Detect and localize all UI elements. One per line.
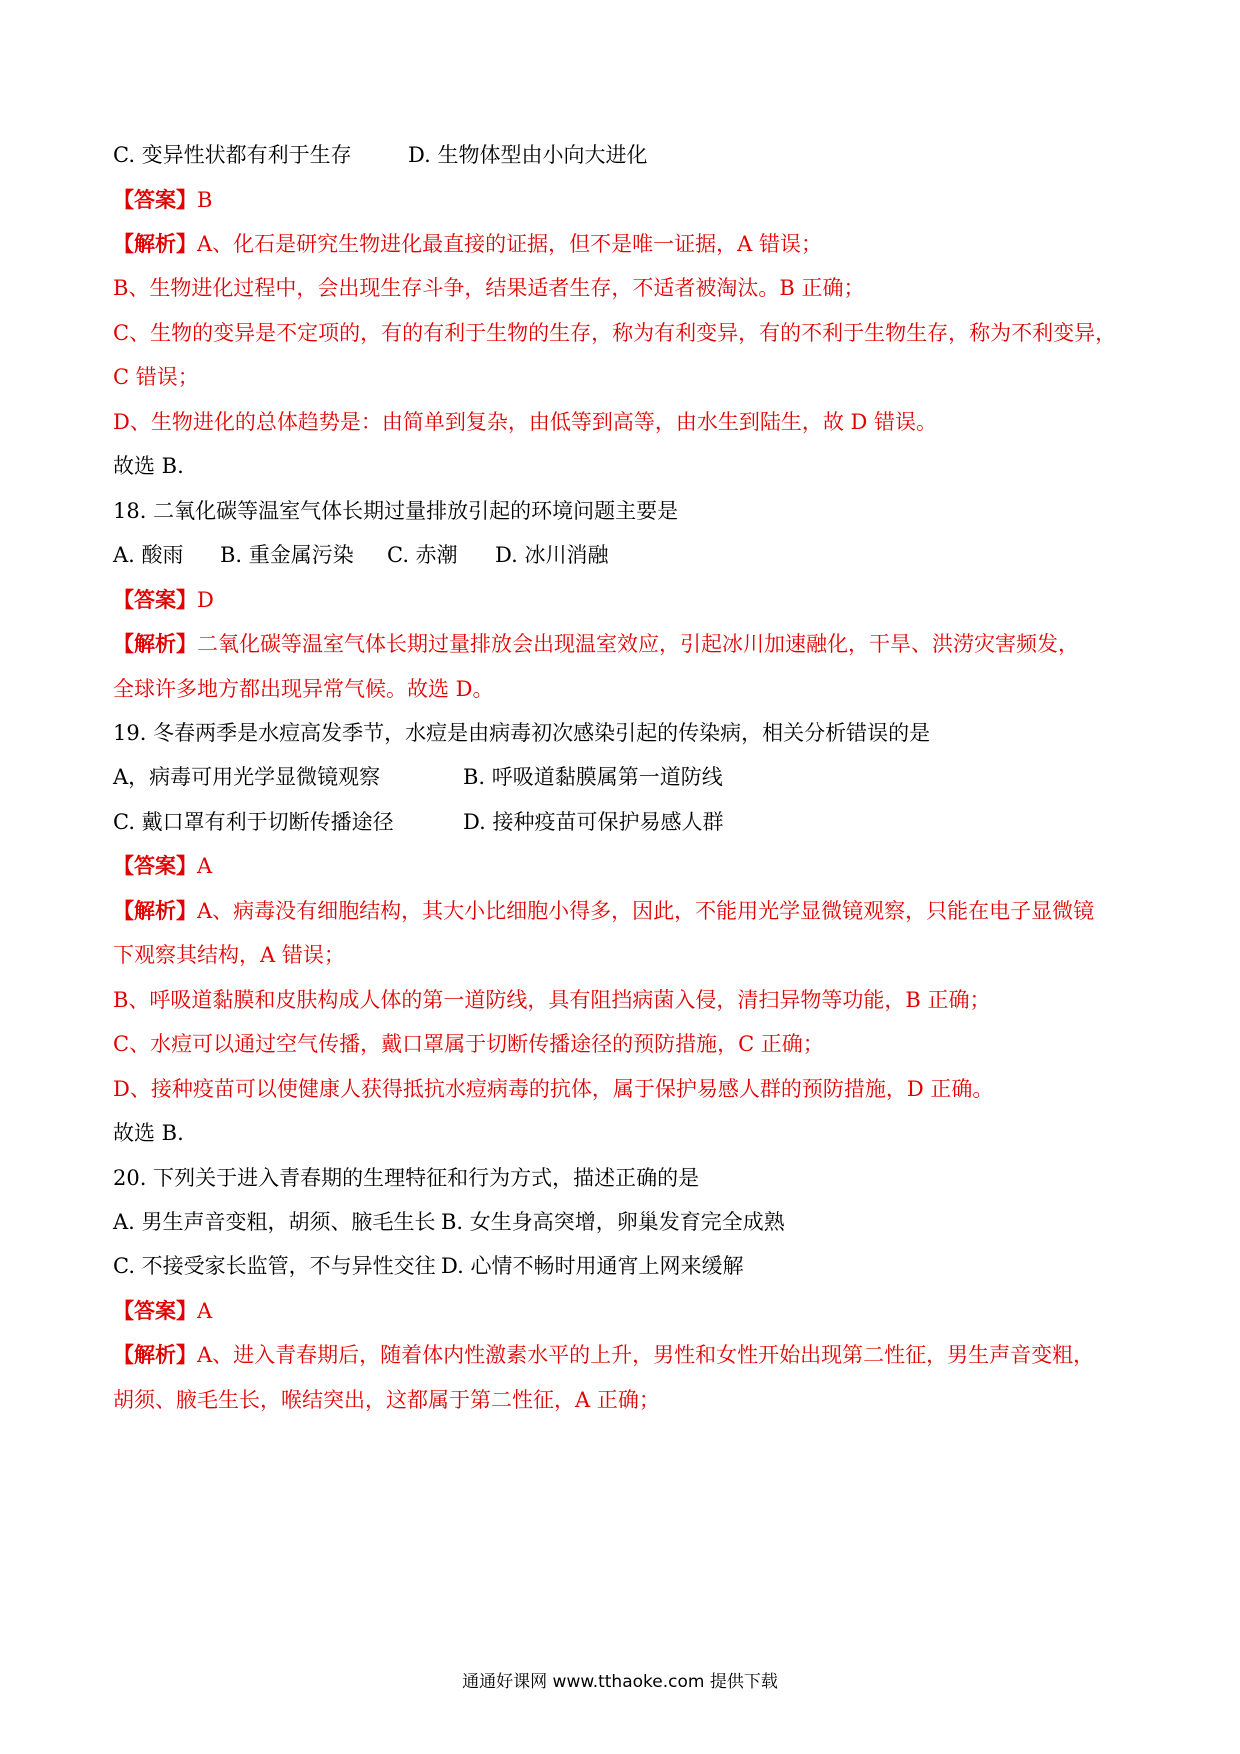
explanation-text: 二氧化碳等温室气体长期过量排放会出现温室效应，引起冰川加速融化，干旱、洪涝灾害频发， xyxy=(197,632,1079,656)
q20-explanation-line-2: 胡须、腋毛生长，喉结突出，这都属于第二性征，A 正确； xyxy=(113,1388,660,1412)
q19-explanation-line-2: 下观察其结构，A 错误； xyxy=(113,943,345,967)
q17-explanation-line-1 xyxy=(113,229,1143,259)
explanation-tag: 【解析】 xyxy=(113,231,197,256)
q18-options xyxy=(113,540,1143,570)
explanation-text: A、进入青春期后，随着体内性激素水平的上升，男性和女性开始出现第二性征，男生声音变粗， xyxy=(197,1343,1095,1367)
explanation-tag: 【解析】 xyxy=(113,898,197,923)
q20-option-b: B. 女生身高突增，卵巢发育完全成熟 xyxy=(441,1210,785,1234)
q18-explanation-line-2: 全球许多地方都出现异常气候。故选 D。 xyxy=(113,677,494,701)
q20-option-c: C. 不接受家长监管，不与异性交往 xyxy=(113,1254,436,1278)
q17-options-cd xyxy=(113,140,1143,170)
answer-value: B xyxy=(197,188,213,212)
answer-value: A xyxy=(197,854,213,878)
q17-option-c: C. 变异性状都有利于生存 xyxy=(113,143,352,167)
q18-stem: 18. 二氧化碳等温室气体长期过量排放引起的环境问题主要是 xyxy=(113,499,679,523)
q17-explanation-line-4: C 错误； xyxy=(113,365,199,389)
q17-option-d: D. 生物体型由小向大进化 xyxy=(408,143,648,167)
explanation-tag: 【解析】 xyxy=(113,631,197,656)
q18-option-b: B. 重金属污染 xyxy=(220,543,354,567)
answer-tag: 【答案】 xyxy=(113,853,197,878)
q19-explanation-line-5: D、接种疫苗可以使健康人获得抵抗水痘病毒的抗体，属于保护易感人群的预防措施，D 正确。 xyxy=(113,1077,994,1101)
q20-stem: 20. 下列关于进入青春期的生理特征和行为方式，描述正确的是 xyxy=(113,1166,700,1190)
q19-options-cd xyxy=(113,807,1143,837)
q19-option-a: A，病毒可用光学显微镜观察 xyxy=(113,765,381,789)
answer-tag: 【答案】 xyxy=(113,587,197,612)
answer-value: D xyxy=(197,588,214,612)
q17-explanation-line-3: C、生物的变异是不定项的，有的有利于生物的生存，称为有利变异，有的不利于生物生存，称为不利变异， xyxy=(113,321,1117,345)
q17-explanation-line-5: D、生物进化的总体趋势是：由简单到复杂，由低等到高等，由水生到陆生，故 D 错误。 xyxy=(113,410,938,434)
q18-option-a: A. 酸雨 xyxy=(113,543,184,567)
q20-option-a: A. 男生声音变粗，胡须、腋毛生长 xyxy=(113,1210,436,1234)
q20-option-d: D. 心情不畅时用通宵上网来缓解 xyxy=(441,1254,744,1278)
q18-answer xyxy=(113,585,1143,615)
q17-explanation-line-2: B、生物进化过程中，会出现生存斗争，结果适者生存，不适者被淘汰。B 正确； xyxy=(113,276,865,300)
page-footer: 通通好课网 www.tthaoke.com 提供下载 xyxy=(462,1672,778,1692)
answer-tag: 【答案】 xyxy=(113,1298,197,1323)
q19-option-b: B. 呼吸道黏膜属第一道防线 xyxy=(463,765,723,789)
q19-explanation-line-3: B、呼吸道黏膜和皮肤构成人体的第一道防线，具有阻挡病菌入侵，清扫异物等功能，B 正确； xyxy=(113,988,991,1012)
q19-selection: 故选 B. xyxy=(113,1121,184,1145)
answer-tag: 【答案】 xyxy=(113,187,197,212)
q19-explanation-line-1 xyxy=(113,896,1143,926)
q20-options-cd xyxy=(113,1251,1143,1281)
q19-answer xyxy=(113,851,1143,881)
q18-option-d: D. 冰川消融 xyxy=(495,543,609,567)
explanation-text: A、化石是研究生物进化最直接的证据，但不是唯一证据，A 错误； xyxy=(197,232,823,256)
q19-explanation-line-4: C、水痘可以通过空气传播，戴口罩属于切断传播途径的预防措施，C 正确； xyxy=(113,1032,824,1056)
q18-option-c: C. 赤潮 xyxy=(387,543,458,567)
q17-selection: 故选 B. xyxy=(113,454,184,478)
q19-stem: 19. 冬春两季是水痘高发季节，水痘是由病毒初次感染引起的传染病，相关分析错误的是 xyxy=(113,721,931,745)
q17-answer xyxy=(113,185,1143,215)
q20-options-ab xyxy=(113,1207,1143,1237)
q19-options-ab xyxy=(113,762,1143,792)
q18-explanation-line-1 xyxy=(113,629,1143,659)
explanation-tag: 【解析】 xyxy=(113,1342,197,1367)
answer-value: A xyxy=(197,1299,213,1323)
explanation-text: A、病毒没有细胞结构，其大小比细胞小得多，因此，不能用光学显微镜观察，只能在电子显微镜 xyxy=(197,899,1095,923)
q19-option-d: D. 接种疫苗可保护易感人群 xyxy=(463,810,724,834)
q20-explanation-line-1 xyxy=(113,1340,1143,1370)
q19-option-c: C. 戴口罩有利于切断传播途径 xyxy=(113,810,394,834)
q20-answer xyxy=(113,1296,1143,1326)
